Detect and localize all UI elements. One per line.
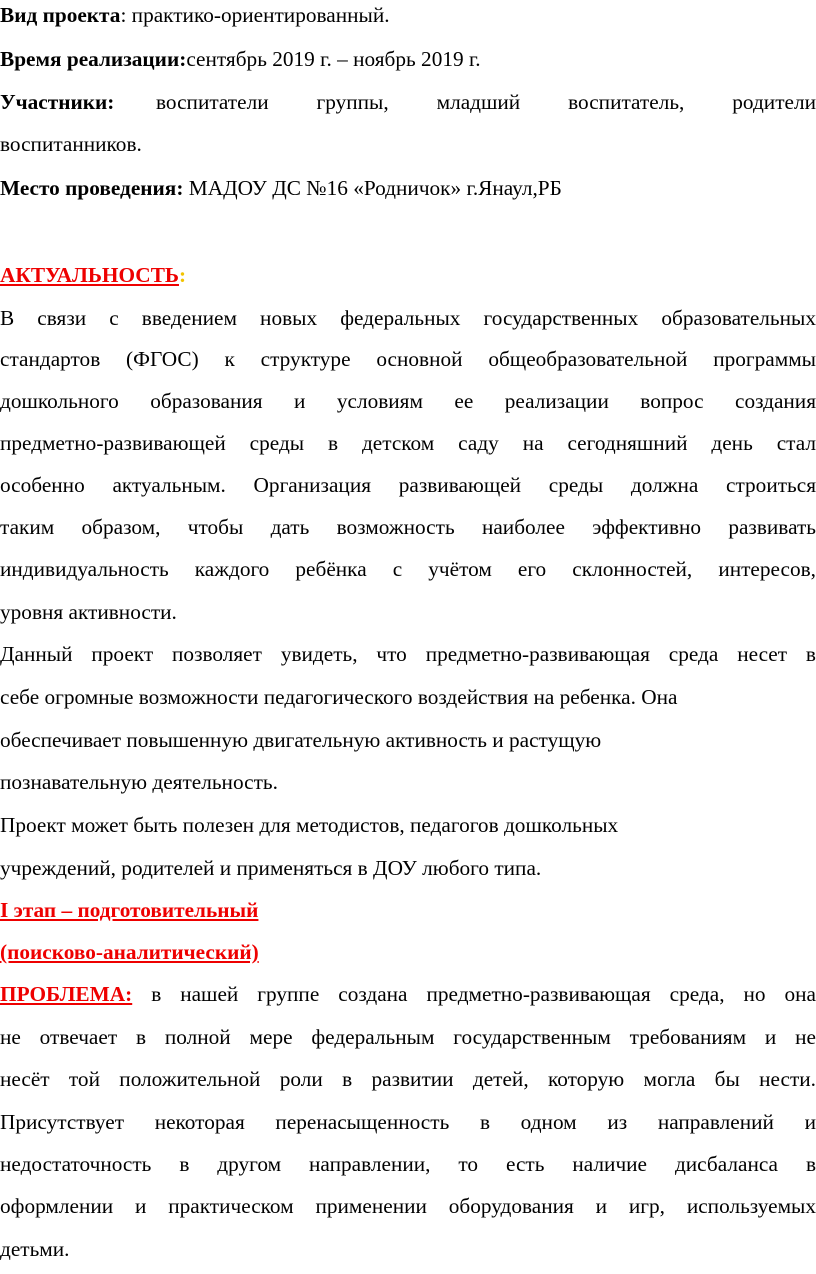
paragraph-line: учреждений, родителей и применяться в ДОУ любого типа. <box>0 856 542 880</box>
problem-first-text: в нашей группе создана предметно-развивающая среда, но она <box>132 982 816 1006</box>
problem-label: ПРОБЛЕМА: <box>0 982 133 1006</box>
participants-label: Участники: <box>0 90 115 114</box>
time-label: Время реализации: <box>0 47 187 71</box>
participants-value: воспитатели группы, младший воспитатель, родители <box>156 90 816 114</box>
stage-heading-line-2 <box>0 939 816 965</box>
paragraph-line: Проект может быть полезен для методистов, педагогов дошкольных <box>0 813 619 837</box>
paragraph-line: детьми. <box>0 1237 70 1261</box>
paragraph-line: В связи с введением новых федеральных государственных образовательных <box>0 306 816 330</box>
stage-heading: I этап – подготовительный <box>0 898 259 922</box>
paragraph-line: не отвечает в полной мере федеральным государственным требованиям и не <box>0 1025 816 1049</box>
participants-line <box>0 89 816 115</box>
paragraph-line: Данный проект позволяет увидеть, что предметно-развивающая среда несет в <box>0 642 816 666</box>
paragraph-line: уровня активности. <box>0 600 177 624</box>
place-line <box>0 175 816 201</box>
relevance-heading-line <box>0 262 816 288</box>
relevance-heading-colon: : <box>178 263 187 287</box>
stage-heading-line-1 <box>0 897 816 923</box>
paragraph-line: стандартов (ФГОС) к структуре основной общеобразовательной программы <box>0 347 816 371</box>
paragraph-line: обеспечивает повышенную двигательную активность и растущую <box>0 728 602 752</box>
paragraph-line: несёт той положительной роли в развитии детей, которую могла бы нести. <box>0 1067 816 1091</box>
paragraph-line: таким образом, чтобы дать возможность наиболее эффективно развивать <box>0 515 816 539</box>
time-value: сентябрь 2019 г. – ноябрь 2019 г. <box>186 47 481 71</box>
problem-first-line <box>0 981 816 1007</box>
place-value: МАДОУ ДС №16 «Родничок» г.Янаул,РБ <box>183 176 562 200</box>
stage-subheading: (поисково-аналитический) <box>0 940 259 964</box>
paragraph-line: познавательную деятельность. <box>0 770 278 794</box>
project-type-value: практико-ориентированный. <box>126 3 390 27</box>
paragraph-line: индивидуальность каждого ребёнка с учётом его склонностей, интересов, <box>0 557 816 581</box>
participants-line-2: воспитанников. <box>0 132 142 156</box>
paragraph-line: Присутствует некоторая перенасыщенность в одном из направлений и <box>0 1110 816 1134</box>
paragraph-line: оформлении и практическом применении оборудования и игр, используемых <box>0 1194 816 1218</box>
paragraph-line: недостаточность в другом направлении, то есть наличие дисбаланса в <box>0 1152 816 1176</box>
relevance-heading: АКТУАЛЬНОСТЬ <box>0 263 179 287</box>
paragraph-line: особенно актуальным. Организация развивающей среды должна строиться <box>0 473 816 497</box>
paragraph-line: себе огромные возможности педагогического воздействия на ребенка. Она <box>0 685 678 709</box>
paragraph-line: предметно-развивающей среды в детском саду на сегодняшний день стал <box>0 431 816 455</box>
place-label: Место проведения: <box>0 176 184 200</box>
time-line <box>0 46 816 72</box>
project-type-label: Вид проекта <box>0 3 121 27</box>
paragraph-line: дошкольного образования и условиям ее реализации вопрос создания <box>0 389 816 413</box>
project-type-line: Вид проекта: практико-ориентированный. <box>0 3 390 27</box>
